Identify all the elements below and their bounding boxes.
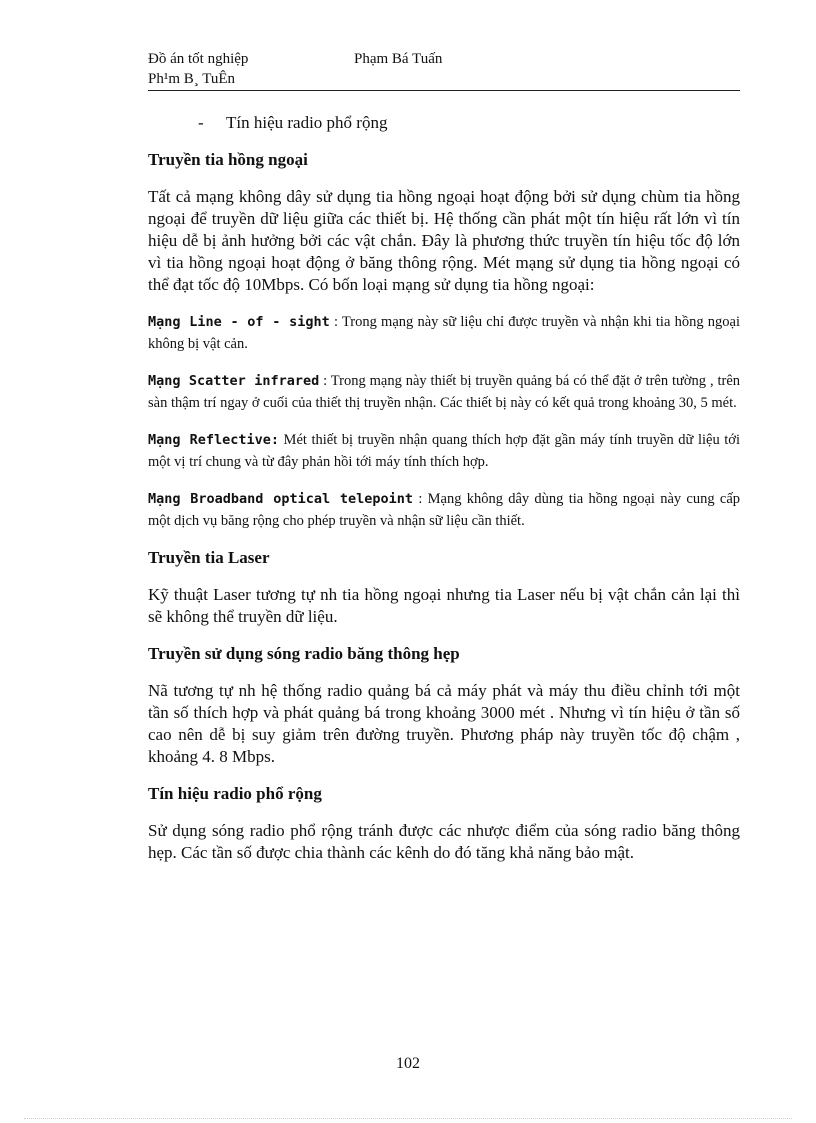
paragraph-infrared: Tất cả mạng không dây sử dụng tia hồng ngoại hoạt động bởi sử dụng chùm tia hồng ngoại để truyền dữ liệu giữa các thiết bị. Hệ thống cần phát một tín hiệu rất lớn vì tín hiệu dễ bị ảnh hưởng bởi các vật chắn. Đây là phương thức truyền tín hiệu tốc độ lớn vì tia hồng ngoại hoạt động ở băng thông rộng. Mét mạng sử dụng tia hồng ngoại có thể đạt tốc độ 10Mbps. Có bốn loại mạng sử dụng tia hồng ngoại:: [148, 187, 740, 294]
type-label: Mạng Line - of - sight: [148, 314, 330, 330]
header-author-garbled: Ph¹m B¸ TuÊn: [148, 71, 236, 87]
type-description: : Trong mạng này thiết bị truyền quảng bá có thể đặt ở trên tường , trên sàn thậm trí ngay ở cuối của thiết thị truyền nhận. Các thiết bị này có kết quả trong khoảng 30, 5 mét.: [148, 373, 741, 411]
heading-infrared: Truyền tia hồng ngoại: [148, 150, 308, 169]
heading-narrowband-radio: Truyền sử dụng sóng radio băng thông hẹp: [148, 644, 460, 663]
type-description: Mét thiết bị truyền nhận quang thích hợp đặt gần máy tính truyền dữ liệu tới một vị trí chung và từ đây phản hồi tới máy tính thích hợp.: [148, 432, 740, 470]
paragraph-laser: Kỹ thuật Laser tương tự nh tia hồng ngoại nhưng tia Laser nếu bị vật chắn cản lại thì sẽ không thể truyền dữ liệu.: [148, 585, 740, 626]
bullet-text: Tín hiệu radio phổ rộng: [226, 113, 388, 132]
infrared-type-line-of-sight: [148, 311, 740, 355]
page-content: [148, 112, 740, 864]
page-header: [148, 48, 740, 91]
bullet-dash: -: [198, 113, 204, 132]
infrared-type-broadband: [148, 488, 740, 532]
infrared-type-reflective: [148, 429, 740, 473]
type-label: Mạng Broadband optical telepoint: [148, 491, 414, 507]
heading-laser: Truyền tia Laser: [148, 548, 270, 567]
header-doc-title: Đồ án tốt nghiệp: [148, 51, 249, 67]
page-number: 102: [396, 1055, 420, 1072]
header-author: Phạm Bá Tuấn: [354, 51, 443, 67]
infrared-type-scatter: [148, 370, 740, 414]
type-label: Mạng Reflective:: [148, 432, 279, 448]
heading-spread-spectrum: Tín hiệu radio phổ rộng: [148, 784, 322, 803]
bullet-item: [198, 112, 740, 134]
bottom-divider: [24, 1118, 792, 1119]
paragraph-spread-spectrum: Sử dụng sóng radio phổ rộng tránh được các nhược điểm của sóng radio băng thông hẹp. Các tần số được chia thành các kênh do đó tăng khả năng bảo mật.: [148, 821, 740, 862]
paragraph-narrowband-radio: Nã tương tự nh hệ thống radio quảng bá cả máy phát và máy thu điều chỉnh tới một tần số thích hợp và phát quảng bá trong khoảng 3000 mét . Nhưng vì tín hiệu ở tần số cao nên dễ bị suy giảm trên đường truyền. Phương pháp này truyền tốc độ chậm , khoảng 4. 8 Mbps.: [148, 681, 740, 766]
type-description: : Mạng không dây dùng tia hồng ngoại này cung cấp một dịch vụ băng rộng cho phép truyền và nhận sữ liệu cần thiết.: [148, 491, 741, 529]
type-description: : Trong mạng này sữ liệu chỉ được truyền và nhận khi tia hồng ngoại không bị vật cản.: [148, 314, 741, 352]
type-label: Mạng Scatter infrared: [148, 373, 320, 389]
